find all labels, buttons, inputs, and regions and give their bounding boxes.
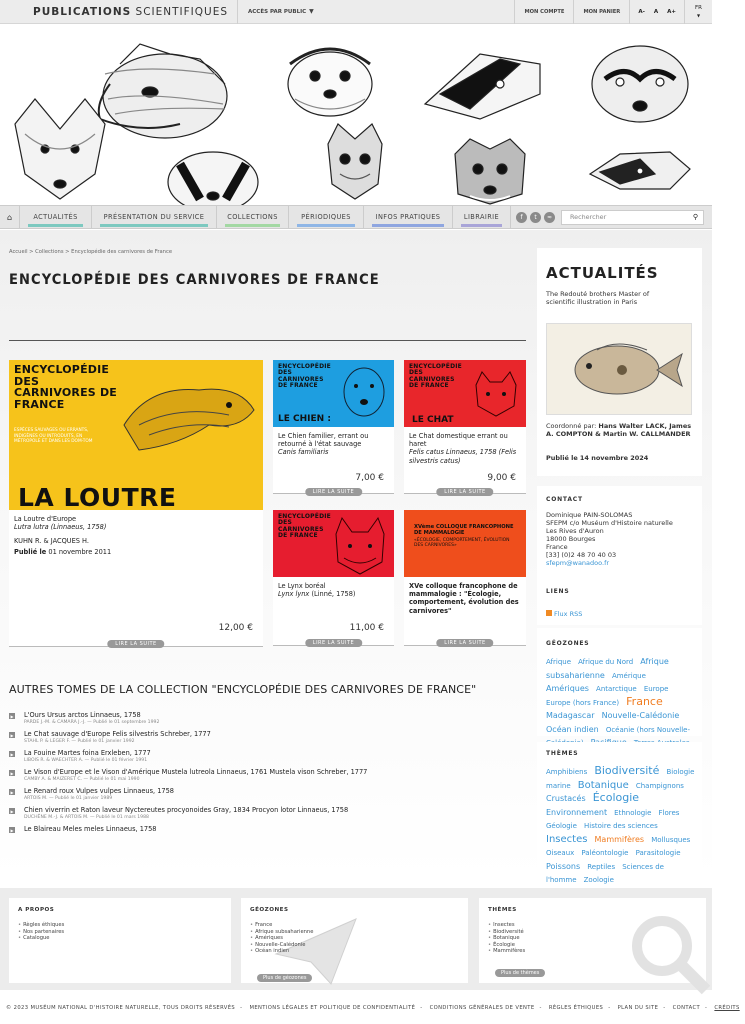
ethics-link[interactable]: RÈGLES ÉTHIQUES — [548, 1005, 604, 1011]
font-smaller-button[interactable]: A- — [638, 8, 645, 15]
volume-title: L'Ours Ursus arctos Linnaeus, 1758 — [24, 711, 141, 719]
account-link[interactable]: MON COMPTE — [514, 0, 573, 24]
search-input[interactable] — [561, 210, 704, 225]
legal-link[interactable]: MENTIONS LÉGALES ET POLITIQUE DE CONFIDENTIALITÉ — [249, 1005, 416, 1011]
list-item[interactable] — [9, 749, 529, 768]
arrow-right-icon: ▶ — [10, 827, 14, 833]
more-geozones-button[interactable]: Plus de géozones — [257, 974, 312, 982]
cart-link[interactable]: MON PANIER — [573, 0, 629, 24]
language-current: FR — [695, 4, 702, 11]
dog-illustration — [336, 364, 391, 419]
contact-line: 18000 Bourges — [546, 535, 596, 543]
cover-title: ENCYCLOPÉDIE DES CARNIVORES DE FRANCE — [278, 363, 331, 389]
read-more-button[interactable]: LIRE LA SUITE — [305, 639, 362, 647]
book-price: 11,00 € — [349, 623, 384, 633]
chevron-down-icon: ▼ — [696, 12, 701, 18]
book-latin: Felis catus Linnaeus, 1758 (Felis silvestris catus) — [409, 448, 517, 465]
book-cover — [404, 360, 526, 427]
contact-line: Les Rives d'Auron — [546, 527, 604, 535]
cover-title: ENCYCLOPÉDIE DES CARNIVORES DE FRANCE — [14, 363, 118, 411]
cover-subtitle: ESPÈCES SAUVAGES OU ERRANTS, INDIGÈNES OU INTRODUITS, EN MÉTROPOLE ET DANS LES DOM-TOM — [14, 428, 93, 445]
book-info — [278, 432, 390, 457]
tag-link[interactable]: France — [626, 694, 663, 708]
book-latin: Lutra lutra (Linnaeus, 1758) — [14, 523, 107, 532]
arrow-right-icon: ▶ — [10, 751, 14, 757]
news-panel — [537, 248, 702, 476]
more-themes-button[interactable]: Plus de thèmes — [495, 969, 545, 977]
links-panel — [537, 578, 702, 625]
page-title: ENCYCLOPÉDIE DES CARNIVORES DE FRANCE — [9, 272, 380, 288]
volume-meta: ARTOIS M. — Publié le 01 janvier 1989 — [24, 796, 113, 801]
volume-meta: PARDE J.-M. & CAMARA J.-J. — Publié le 01 septembre 1992 — [24, 720, 160, 725]
footer-link[interactable]: • Insectes — [488, 922, 525, 929]
copyright-text: © 2023 MUSÉUM NATIONAL D'HISTOIRE NATURELLE, TOUS DROITS RÉSERVÉS — [6, 1005, 236, 1011]
news-date: 14 novembre 2024 — [579, 454, 649, 462]
book-card-colloque[interactable] — [404, 510, 526, 646]
news-coord-label: Coordonné par: — [546, 422, 597, 430]
mongoose-illustration — [99, 44, 227, 138]
book-cover — [273, 360, 394, 427]
other-volumes-heading: AUTRES TOMES DE LA COLLECTION "ENCYCLOPÉDIE DES CARNIVORES DE FRANCE" — [9, 683, 477, 696]
contact-heading: CONTACT — [546, 496, 583, 503]
terms-link[interactable]: CONDITIONS GÉNÉRALES DE VENTE — [429, 1005, 535, 1011]
cover-title: ENCYCLOPÉDIE DES CARNIVORES DE FRANCE — [409, 363, 462, 389]
title-divider — [9, 340, 526, 341]
volume-meta: STAHL P. & LEGER F. — Publié le 01 janvier 1992 — [24, 739, 135, 744]
nav-item-label: ACTUALITÉS — [33, 213, 78, 221]
footer-link[interactable]: • Océan indien — [250, 948, 320, 955]
book-cover — [273, 510, 394, 577]
language-selector[interactable] — [684, 0, 712, 24]
tag-link[interactable]: Paléontologie — [581, 849, 629, 857]
audience-menu[interactable] — [238, 0, 514, 24]
nav-accent-bar — [100, 224, 208, 227]
news-text[interactable]: The Redouté brothers Master of scientific illustration in Paris — [546, 290, 650, 306]
list-item[interactable] — [9, 806, 529, 825]
book-title: Le Chien familier, errant ou retourné à l'état sauvage — [278, 432, 369, 449]
book-info: Le Lynx boréal Lynx lynx (Linné, 1758) — [278, 582, 390, 598]
search-icon[interactable]: ⚲ — [692, 212, 698, 221]
cover-title: ENCYCLOPÉDIE DES CARNIVORES DE FRANCE — [278, 513, 331, 539]
tag-link[interactable]: Nouvelle-Calédonie — [601, 711, 680, 720]
main-nav — [0, 205, 712, 229]
tag-link[interactable]: Ethnologie — [614, 808, 652, 817]
tag-link[interactable]: Madagascar — [546, 711, 595, 720]
book-info — [409, 432, 522, 465]
header-banner — [0, 24, 712, 206]
book-card-chat[interactable] — [404, 360, 526, 494]
nav-item-librairie[interactable] — [453, 205, 511, 229]
tag-link[interactable]: Sciences de l'homme — [546, 862, 664, 884]
site-logo[interactable] — [0, 0, 238, 24]
home-icon[interactable]: ⌂ — [0, 205, 20, 229]
read-more-button[interactable]: LIRE LA SUITE — [305, 488, 362, 496]
tag-link[interactable]: Océan indien — [546, 724, 599, 734]
volume-meta: DUCHÊNE M.-J. & ARTOIS M. — Publié le 01 mars 1988 — [24, 815, 149, 820]
footer-link[interactable]: • Écologie — [488, 942, 525, 949]
footer-link[interactable]: • Biodiversité — [488, 929, 525, 936]
book-date: 01 novembre 2011 — [48, 547, 112, 556]
tag-link[interactable]: Histoire des sciences — [584, 822, 658, 830]
footer-link[interactable]: • Nouvelle-Calédonie — [250, 942, 320, 949]
book-cover — [9, 360, 263, 510]
arrow-right-icon: ▶ — [10, 732, 14, 738]
otter-illustration — [119, 365, 259, 465]
nav-item-label: COLLECTIONS — [227, 213, 278, 221]
tag-link[interactable]: Amériques — [546, 684, 589, 693]
news-heading: ACTUALITÉS — [546, 264, 659, 282]
volume-title: Chien viverrin et Raton laveur Nyctereutes procyonoides Gray, 1834 Procyon lotor Linnaeus, 1758 — [24, 806, 349, 814]
lynx-illustration — [330, 518, 390, 576]
cat-illustration — [468, 370, 523, 418]
arrow-right-icon: ▶ — [10, 770, 14, 776]
list-item[interactable] — [9, 787, 529, 806]
tag-link[interactable]: Poissons — [546, 861, 581, 871]
magnifier-icon — [624, 908, 714, 998]
nav-item-periodiques[interactable] — [289, 205, 364, 229]
read-more-button[interactable]: LIRE LA SUITE — [436, 488, 493, 496]
cover-title: XVème COLLOQUE FRANCOPHONE DE MAMMALOGIE — [414, 524, 514, 536]
nav-accent-bar — [297, 224, 355, 227]
book-authors: KUHN R. & JACQUES H. — [14, 537, 89, 546]
book-cover — [404, 510, 526, 577]
volume-meta: CAMBY A. & MAIZERET C. — Publié le 01 mai 1990 — [24, 777, 140, 782]
tag-link[interactable]: Europe — [643, 685, 669, 693]
tag-link[interactable]: Flores — [658, 808, 680, 817]
tag-link[interactable]: Botanique — [577, 779, 629, 791]
book-title: XVe colloque francophone de mammalogie : "Écologie, comportement, évolution des carnivores" — [409, 582, 519, 615]
arrow-right-icon: ▶ — [10, 789, 14, 795]
twitter-icon[interactable]: t — [530, 212, 541, 223]
book-title: Le Chat domestique errant ou haret — [409, 432, 508, 449]
nav-item-label: PRÉSENTATION DU SERVICE — [103, 213, 205, 221]
published-label: Publié le — [14, 547, 47, 556]
book-card-chien[interactable] — [273, 360, 394, 494]
tag-link[interactable]: Reptiles — [587, 862, 616, 871]
main-content — [0, 230, 712, 884]
contact-email-link[interactable]: sfepm@wanadoo.fr — [546, 559, 610, 567]
logo-bold-text: PUBLICATIONS — [33, 5, 132, 18]
volume-title: Le Vison d'Europe et le Vison d'Amérique Mustela lutreola Linnaeus, 1761 Mustela vison Schreber, 1777 — [24, 768, 368, 776]
tag-link[interactable]: Antarctique — [596, 685, 637, 693]
font-normal-button[interactable]: A — [653, 8, 659, 15]
nav-accent-bar — [225, 224, 280, 227]
book-title: La Loutre d'Europe — [14, 515, 77, 523]
footer-geozones — [241, 898, 468, 983]
tag-link[interactable]: Géologie — [546, 822, 577, 830]
contact-line: Dominique PAIN-SOLOMAS — [546, 511, 633, 519]
tag-link[interactable]: Écologie — [592, 791, 640, 804]
book-card-loutre[interactable] — [9, 360, 263, 647]
contact-line: [33] (0)2 48 70 40 03 — [546, 551, 617, 559]
top-bar — [0, 0, 712, 24]
logo-light-text: SCIENTIFIQUES — [135, 5, 229, 18]
footer-link[interactable]: • Afrique subsaharienne — [250, 929, 320, 936]
nav-item-actualites[interactable] — [20, 205, 92, 229]
fish-illustration — [547, 324, 693, 416]
cover-species-name: LA LOUTRE — [18, 483, 177, 512]
footer-themes — [479, 898, 706, 983]
breadcrumb[interactable]: Accueil > Collections > Encyclopédie des carnivores de France — [9, 249, 173, 255]
arrow-right-icon: ▶ — [10, 808, 14, 814]
tag-link[interactable]: Biologie marine — [546, 768, 695, 790]
sitemap-link[interactable]: PLAN DU SITE — [617, 1005, 659, 1011]
footer-link[interactable]: • Règles éthiques — [18, 922, 64, 929]
other-volumes-list — [9, 711, 529, 844]
list-item[interactable] — [9, 711, 529, 730]
themes-tag-cloud — [546, 764, 696, 886]
nav-item-collections[interactable] — [217, 205, 289, 229]
book-price: 12,00 € — [218, 623, 253, 633]
book-title: Le Lynx boréal — [278, 582, 326, 590]
nav-accent-bar — [461, 224, 502, 227]
nav-item-label: PÉRIODIQUES — [301, 213, 351, 221]
credits-link[interactable]: CRÉDITS — [714, 1005, 740, 1011]
list-item[interactable] — [9, 825, 529, 844]
read-more-button[interactable]: LIRE LA SUITE — [436, 639, 493, 647]
tag-link[interactable]: Crustacés — [546, 794, 586, 803]
footer-themes-heading: THÈMES — [488, 907, 517, 913]
nav-item-infos-pratiques[interactable] — [364, 205, 453, 229]
tag-link[interactable]: Mollusques — [651, 835, 691, 844]
chevron-down-icon: ▼ — [309, 8, 314, 15]
links-heading: LIENS — [546, 588, 570, 595]
nav-accent-bar — [372, 224, 444, 227]
news-image[interactable] — [546, 323, 692, 415]
book-card-lynx[interactable] — [273, 510, 394, 646]
footer-geozones-heading: GÉOZONES — [250, 907, 289, 913]
volume-title: Le Chat sauvage d'Europe Felis silvestris Schreber, 1777 — [24, 730, 211, 738]
themes-heading: THÈMES — [546, 750, 579, 757]
font-larger-button[interactable]: A+ — [667, 8, 676, 15]
contact-details — [546, 511, 673, 567]
volume-title: Le Blaireau Meles meles Linnaeus, 1758 — [24, 825, 157, 833]
geozones-panel — [537, 628, 702, 736]
tag-link[interactable]: Afrique subsaharienne — [546, 657, 669, 680]
news-authors: Hans Walter LACK, James A. COMPTON & Martin W. CALLMANDER — [546, 422, 692, 438]
tag-link[interactable]: Afrique du Nord — [578, 658, 634, 666]
contact-line: SFEPM c/o Muséum d'Histoire naturelle — [546, 519, 673, 527]
social-links — [516, 212, 555, 223]
audience-menu-label: ACCÈS PAR PUBLIC — [248, 8, 307, 15]
nav-accent-bar — [28, 224, 83, 227]
geozones-tag-cloud — [546, 654, 696, 749]
rss-link[interactable] — [546, 610, 582, 618]
book-info — [409, 582, 522, 615]
book-info — [14, 515, 111, 556]
list-item[interactable] — [9, 768, 529, 787]
footer-about — [9, 898, 231, 983]
volume-title: La Fouine Martes foina Erxleben, 1777 — [24, 749, 151, 757]
facebook-icon[interactable]: f — [516, 212, 527, 223]
geozones-heading: GÉOZONES — [546, 640, 590, 647]
rss-icon[interactable]: ≈ — [544, 212, 555, 223]
tag-link[interactable]: Environnement — [546, 807, 608, 817]
cover-subtitle: «ÉCOLOGIE, COMPORTEMENT, ÉVOLUTION DES CARNIVORES» — [414, 538, 510, 549]
animal-illustrations — [0, 24, 712, 206]
contact-link[interactable]: CONTACT — [672, 1005, 701, 1011]
nav-item-presentation[interactable] — [92, 205, 217, 229]
cover-species-name: LE CHIEN : — [278, 414, 331, 424]
read-more-button[interactable]: LIRE LA SUITE — [107, 640, 164, 648]
tag-link[interactable]: Biodiversité — [594, 764, 660, 777]
volume-title: Le Renard roux Vulpes vulpes Linnaeus, 1758 — [24, 787, 175, 795]
themes-panel — [537, 742, 702, 884]
tag-link[interactable]: Champignons — [635, 781, 684, 790]
tag-link[interactable]: Mammifères — [594, 834, 645, 844]
footer-link[interactable]: • Catalogue — [18, 935, 64, 942]
tag-link[interactable]: Europe (hors France) — [546, 698, 620, 707]
rss-label: Flux RSS — [554, 610, 583, 618]
book-latin: Canis familiaris — [278, 448, 329, 457]
contact-panel — [537, 486, 702, 582]
footer-link[interactable]: • Botanique — [488, 935, 525, 942]
cover-species-name: LE CHAT — [412, 415, 454, 425]
footer-link[interactable]: • Amériques — [250, 935, 320, 942]
contact-line: France — [546, 543, 568, 551]
legal-bar: © 2023 MUSÉUM NATIONAL D'HISTOIRE NATURELLE, TOUS DROITS RÉSERVÉS - MENTIONS LÉGALES ET POLITIQUE DE CONFIDENTIALITÉ - CONDITIONS GÉNÉRALES DE VENTE - RÈGLES ÉTHIQUES - PLAN DU SITE - CONTACT - CRÉDITS — [6, 1005, 740, 1011]
nav-item-label: LIBRAIRIE — [463, 213, 500, 221]
nav-item-label: INFOS PRATIQUES — [375, 213, 441, 221]
tag-link[interactable]: Océanie (hors Nouvelle- — [605, 725, 691, 734]
rss-icon — [546, 610, 552, 616]
tag-link[interactable]: Zoologie — [583, 876, 614, 884]
book-price: 9,00 € — [487, 473, 516, 483]
tag-link[interactable]: Amérique — [611, 671, 646, 680]
arrow-right-icon: ▶ — [10, 713, 14, 719]
tag-link[interactable]: Oiseaux — [546, 849, 575, 857]
book-price: 7,00 € — [355, 473, 384, 483]
font-size-controls — [629, 0, 684, 24]
footer-link[interactable]: • Mammifères — [488, 948, 525, 955]
footer-link[interactable]: • France — [250, 922, 320, 929]
tag-link[interactable]: Parasitologie — [635, 849, 681, 857]
tag-link[interactable]: Insectes — [546, 833, 588, 845]
footer-about-heading: A PROPOS — [18, 907, 55, 913]
footer-link[interactable]: • Nos partenaires — [18, 929, 64, 936]
volume-meta: LIBOIS R. & WAECHTER A. — Publié le 01 février 1991 — [24, 758, 148, 763]
search-placeholder: Rechercher — [570, 213, 607, 221]
tag-link[interactable]: Afrique — [546, 658, 572, 666]
list-item[interactable] — [9, 730, 529, 749]
news-date-label: Publié le — [546, 454, 578, 462]
footer — [0, 888, 712, 990]
tag-link[interactable]: Amphibiens — [546, 768, 588, 776]
